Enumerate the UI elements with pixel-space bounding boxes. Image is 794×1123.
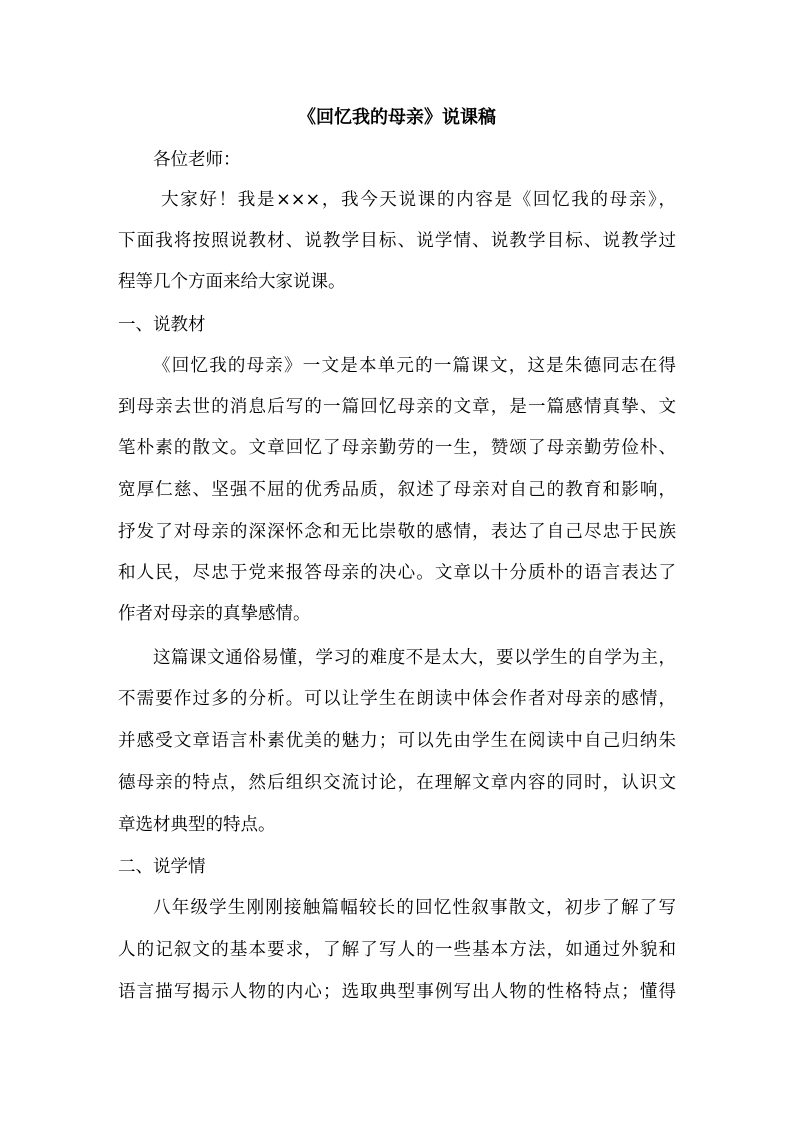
intro-line: 下面我将按照说教材、说教学目标、说学情、说教学目标、说教学过 — [118, 231, 676, 251]
paragraph-line: 和人民，尽忠于党来报答母亲的决心。文章以十分质朴的语言表达了 — [118, 563, 676, 583]
section-heading: 一、说教材 — [118, 315, 206, 335]
paragraph-line: 章选材典型的特点。 — [118, 815, 276, 835]
paragraph-line: 抒发了对母亲的深深怀念和无比崇敬的感情，表达了自己尽忠于民族 — [118, 522, 676, 542]
paragraph-line: 到母亲去世的消息后写的一篇回忆母亲的文章，是一篇感情真挚、文 — [118, 397, 676, 417]
paragraph-line: 《回忆我的母亲》一文是本单元的一篇课文，这是朱德同志在得 — [153, 356, 676, 376]
intro-line: 大家好！我是×××，我今天说课的内容是《回忆我的母亲》， — [161, 190, 676, 210]
paragraph-line: 宽厚仁慈、坚强不屈的优秀品质，叙述了母亲对自己的教育和影响， — [118, 480, 676, 500]
paragraph-line: 不需要作过多的分析。可以让学生在朗读中体会作者对母亲的感情， — [118, 689, 676, 709]
intro-line: 程等几个方面来给大家说课。 — [118, 272, 346, 292]
paragraph-line: 笔朴素的散文。文章回忆了母亲勤劳的一生，赞颂了母亲勤劳俭朴、 — [118, 438, 676, 458]
paragraph-line: 并感受文章语言朴素优美的魅力；可以先由学生在阅读中自己归纳朱 — [118, 731, 676, 751]
paragraph-line: 八年级学生刚刚接触篇幅较长的回忆性叙事散文，初步了解了写 — [153, 898, 676, 918]
paragraph-line: 作者对母亲的真挚感情。 — [118, 604, 311, 624]
paragraph-line: 德母亲的特点，然后组织交流讨论，在理解文章内容的同时，认识文 — [118, 773, 676, 793]
paragraph-line: 这篇课文通俗易懂，学习的难度不是太大，要以学生的自学为主， — [153, 648, 676, 668]
paragraph-line: 人的记叙文的基本要求，了解了写人的一些基本方法，如通过外貌和 — [118, 940, 676, 960]
greeting: 各位老师： — [153, 150, 241, 170]
section-heading: 二、说学情 — [118, 857, 206, 877]
paragraph-line: 语言描写揭示人物的内心；选取典型事例写出人物的性格特点；懂得 — [118, 982, 676, 1002]
document-title: 《回忆我的母亲》说课稿 — [298, 107, 496, 128]
